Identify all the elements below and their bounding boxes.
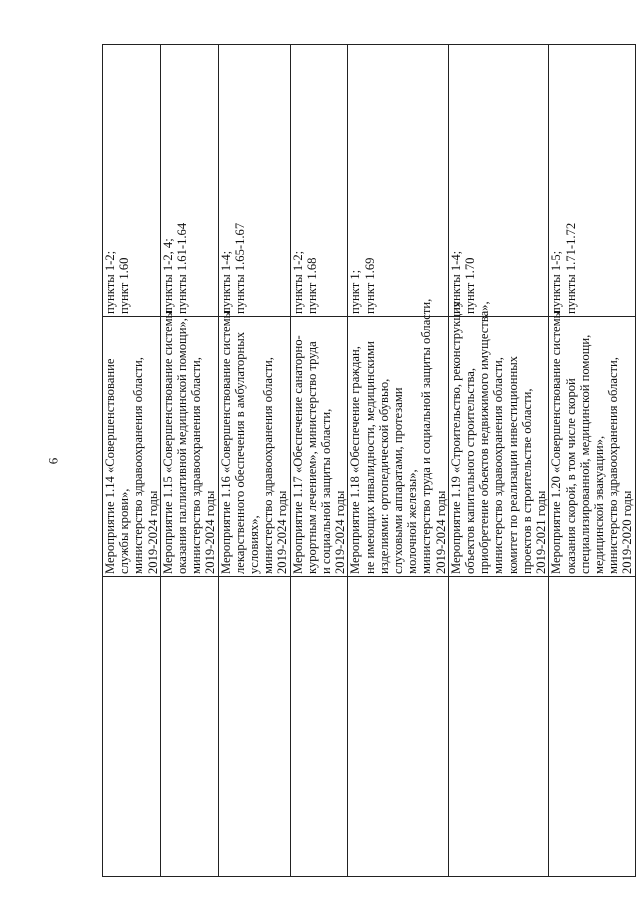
measure-line: министерство здравоохранения области,: [606, 357, 621, 574]
reference-cell: [160, 45, 218, 317]
measure-line: Мероприятие 1.17 «Обеспечение санаторно-: [290, 335, 305, 574]
measure-cell: [348, 298, 448, 577]
empty-cell: [160, 577, 218, 877]
measure-cell: [448, 301, 549, 577]
reference-line: пункт 1.70: [463, 257, 478, 314]
reference-line: пункты 1-5;: [549, 250, 564, 314]
measure-line: 2019-2024 годы: [333, 490, 348, 574]
empty-cell: [348, 577, 448, 877]
measure-line: министерство труда и социальной защиты области,: [419, 298, 434, 574]
measure-line: министерство здравоохранения области,: [131, 357, 146, 574]
measure-line: министерство здравоохранения области,: [491, 357, 506, 574]
measure-line: комитет по реализации инвестиционных: [505, 356, 520, 574]
measure-line: слуховыми аппаратами, протезами: [391, 387, 406, 574]
measure-line: оказания паллиативной медицинской помощи»,: [175, 318, 190, 574]
measure-line: Мероприятие 1.19 «Строительство, реконструкция: [448, 301, 463, 574]
measure-line: изделиями: ортопедической обувью,: [376, 378, 391, 574]
measure-line: проектов в строительстве области,: [519, 388, 534, 574]
table-row: [160, 45, 218, 877]
reference-line: пункты 1.71-1.72: [563, 222, 578, 314]
measure-line: приобретение объектов недвижимого имущества»,: [477, 301, 492, 574]
table-row: [348, 45, 448, 877]
reference-line: пункт 1.60: [117, 257, 132, 314]
measure-line: специализированной, медицинской помощи,: [577, 334, 592, 574]
reference-line: пункты 1.61-1.64: [175, 222, 190, 314]
reference-line: пункты 1-4;: [448, 250, 463, 314]
empty-cell: [218, 577, 290, 877]
reference-line: пункт 1.69: [362, 257, 377, 314]
measure-line: и социальной защиты области,: [319, 408, 334, 574]
measure-line: министерство здравоохранения области,: [189, 357, 204, 574]
measure-line: министерство здравоохранения области,: [261, 357, 276, 574]
reference-cell: [348, 45, 448, 317]
measure-line: не имеющих инвалидности, медицинскими: [362, 341, 377, 574]
measure-line: Мероприятие 1.20 «Совершенствование системы: [549, 309, 564, 574]
empty-cell: [103, 577, 161, 877]
measure-line: Мероприятие 1.14 «Совершенствование: [103, 358, 117, 574]
measure-cell: [549, 309, 635, 577]
measure-line: 2019-2021 годы: [534, 490, 549, 574]
measure-line: службы крови»,: [117, 488, 132, 574]
reference-line: пункт 1;: [348, 269, 363, 314]
empty-cell: [290, 577, 348, 877]
measure-line: лекарственного обеспечения в амбулаторных: [232, 331, 247, 574]
measure-cell: [290, 317, 348, 577]
reference-cell: [218, 45, 290, 317]
reference-cell: [549, 45, 635, 317]
reference-line: пункты 1-2, 4;: [160, 238, 175, 314]
reference-line: пункты 1.65-1.67: [232, 222, 247, 314]
reference-line: пункты 1-2;: [290, 250, 305, 314]
reference-cell: [103, 45, 161, 317]
measure-line: медицинской эвакуации»,: [591, 435, 606, 574]
measure-line: условиях»,: [247, 515, 262, 574]
measure-line: молочной железы»,: [405, 469, 420, 574]
measure-line: 2019-2020 годы: [620, 490, 635, 574]
reference-line: пункты 1-4;: [218, 250, 233, 314]
measure-cell: [160, 309, 218, 577]
table-row: [103, 45, 161, 877]
measure-line: оказания скорой, в том числе скорой: [563, 378, 578, 574]
table-row: [549, 45, 635, 877]
measure-line: курортным лечением», министерство труда: [304, 341, 319, 574]
page-number: 6: [45, 457, 61, 465]
measure-line: Мероприятие 1.15 «Совершенствование системы: [160, 309, 175, 574]
measure-line: Мероприятие 1.16 «Совершенствование системы: [218, 309, 233, 574]
table-row: [290, 45, 348, 877]
table-row: [218, 45, 290, 877]
reference-line: пункт 1.68: [304, 257, 319, 314]
reference-cell: [290, 45, 348, 317]
empty-cell: [448, 577, 548, 877]
measure-line: Мероприятие 1.18 «Обеспечение граждан,: [348, 346, 363, 574]
measure-line: 2019-2024 годы: [203, 490, 218, 574]
measure-line: 2019-2024 годы: [145, 490, 160, 574]
empty-cell: [549, 577, 635, 877]
measure-cell: [103, 317, 161, 577]
reference-cell: [448, 45, 548, 317]
table-row: [448, 45, 548, 877]
reference-line: пункты 1-2;: [103, 250, 117, 314]
measure-line: объектов капитального строительства,: [463, 367, 478, 574]
measure-line: 2019-2024 годы: [275, 490, 290, 574]
measures-table: [102, 44, 636, 877]
measure-cell: [218, 309, 290, 577]
measure-line: 2019-2024 годы: [433, 490, 448, 574]
